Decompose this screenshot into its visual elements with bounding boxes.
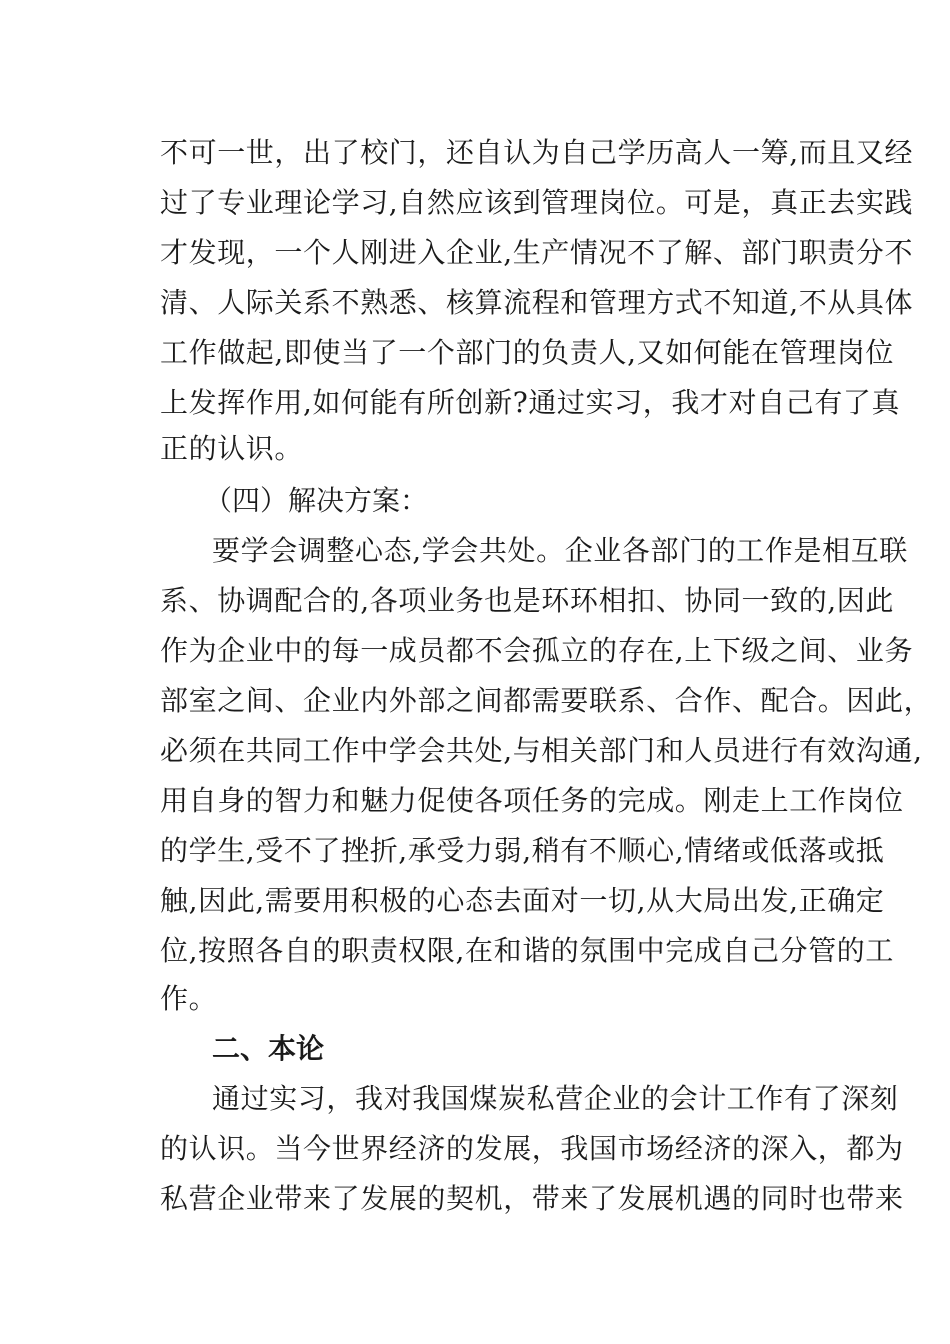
text-line: 位,按照各自的职责权限,在和谐的氛围中完成自己分管的工 (160, 934, 895, 967)
text-line: 要学会调整心态,学会共处。企业各部门的工作是相互联 (212, 534, 908, 567)
text-line: 通过实习，我对我国煤炭私营企业的会计工作有了深刻 (212, 1082, 899, 1115)
text-line: 不可一世，出了校门，还自认为自己学历高人一筹,而且又经 (160, 136, 914, 169)
text-line: 系、协调配合的,各项业务也是环环相扣、协同一致的,因此 (160, 584, 895, 617)
text-line: 必须在共同工作中学会共处,与相关部门和人员进行有效沟通, (160, 734, 923, 767)
section-heading-main-body: 二、本论 (212, 1032, 325, 1065)
text-line: 的认识。当今世界经济的发展，我国市场经济的深入，都为 (160, 1132, 904, 1165)
text-line: 正的认识。 (160, 432, 304, 465)
section-heading-solution: （四）解决方案： (204, 484, 429, 517)
text-line: 触,因此,需要用积极的心态去面对一切,从大局出发,正确定 (160, 884, 885, 917)
text-line: 才发现，一个人刚进入企业,生产情况不了解、部门职责分不 (160, 236, 914, 269)
text-line: 过了专业理论学习,自然应该到管理岗位。可是，真正去实践 (160, 186, 914, 219)
text-line: 私营企业带来了发展的契机，带来了发展机遇的同时也带来 (160, 1182, 904, 1215)
text-line: 工作做起,即使当了一个部门的负责人,又如何能在管理岗位 (160, 336, 895, 369)
text-line: 上发挥作用,如何能有所创新?通过实习，我才对自己有了真 (160, 386, 901, 419)
text-line: 作为企业中的每一成员都不会孤立的存在,上下级之间、业务 (160, 634, 914, 667)
text-line: 部室之间、企业内外部之间都需要联系、合作、配合。因此， (160, 684, 933, 717)
text-line: 的学生,受不了挫折,承受力弱,稍有不顺心,情绪或低落或抵 (160, 834, 885, 867)
text-line: 用自身的智力和魅力促使各项任务的完成。刚走上工作岗位 (160, 784, 904, 817)
text-line: 作。 (160, 982, 218, 1015)
text-line: 清、人际关系不熟悉、核算流程和管理方式不知道,不从具体 (160, 286, 914, 319)
